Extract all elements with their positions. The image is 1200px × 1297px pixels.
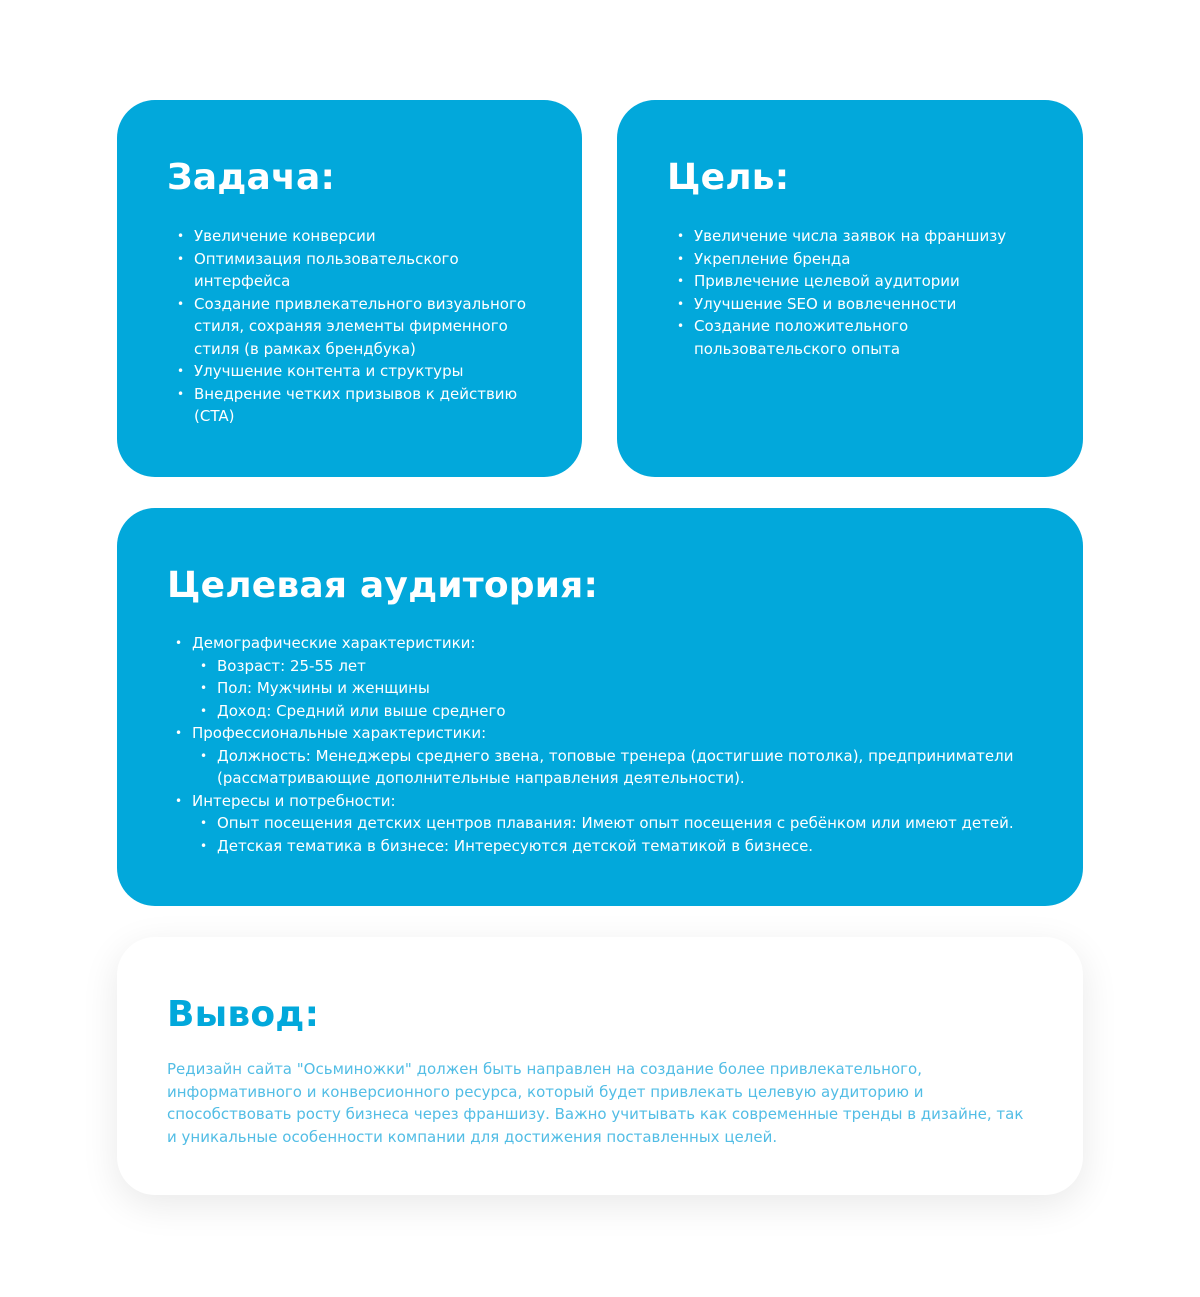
- goal-title: Цель:: [667, 157, 790, 198]
- list-item: • Увеличение числа заявок на франшизу: [677, 225, 1047, 248]
- group-label: Демографические характеристики:: [192, 634, 476, 652]
- audience-group-professional: [175, 722, 1045, 790]
- audience-group-demographics: [175, 632, 1045, 722]
- list-item: • Создание положительного пользовательского опыта: [677, 315, 1047, 360]
- list-item: • Улучшение SEO и вовлеченности: [677, 293, 1047, 316]
- list-item: • Возраст: 25-55 лет: [200, 655, 1045, 678]
- group-label: Профессиональные характеристики:: [192, 724, 487, 742]
- list-item: • Детская тематика в бизнесе: Интересуются детской тематикой в бизнесе.: [200, 835, 1045, 858]
- list-item: • Увеличение конверсии: [177, 225, 547, 248]
- list-item: • Оптимизация пользовательского интерфейса: [177, 248, 547, 293]
- task-list: [177, 225, 547, 428]
- list-item: • Привлечение целевой аудитории: [677, 270, 1047, 293]
- list-item: • Должность: Менеджеры среднего звена, топовые тренера (достигшие потолка), предприниматели (рассматривающие дополнительные направления деятельности).: [200, 745, 1045, 790]
- task-card: [117, 100, 582, 477]
- list-item: • Улучшение контента и структуры: [177, 360, 547, 383]
- audience-list: [175, 632, 1045, 857]
- sub-list: [192, 812, 1045, 857]
- goal-card: [617, 100, 1083, 477]
- conclusion-card: [117, 937, 1083, 1195]
- list-item: • Опыт посещения детских центров плавания: Имеют опыт посещения с ребёнком или имеют детей.: [200, 812, 1045, 835]
- list-item: • Доход: Средний или выше среднего: [200, 700, 1045, 723]
- sub-list: [192, 745, 1045, 790]
- list-item: • Внедрение четких призывов к действию (CTA): [177, 383, 547, 428]
- list-item: • Пол: Мужчины и женщины: [200, 677, 1045, 700]
- conclusion-title: Вывод:: [167, 994, 320, 1035]
- conclusion-text: Редизайн сайта "Осьминожки" должен быть направлен на создание более привлекательного, информативного и конверсионного ресурса, который будет привлекать целевую аудиторию и способствовать росту бизнеса через франшизу. Важно учитывать как современные тренды в дизайне, так и уникальные особенности компании для достижения поставленных целей.: [167, 1060, 1024, 1146]
- audience-title: Целевая аудитория:: [167, 565, 599, 606]
- group-label: Интересы и потребности:: [192, 791, 396, 810]
- sub-list: [192, 655, 1045, 723]
- list-item: • Укрепление бренда: [677, 248, 1047, 271]
- audience-group-interests: [175, 790, 1045, 858]
- audience-card: [117, 508, 1083, 906]
- task-title: Задача:: [167, 157, 336, 198]
- list-item: • Создание привлекательного визуального стиля, сохраняя элементы фирменного стиля (в рамках брендбука): [177, 293, 547, 361]
- goal-list: [677, 225, 1047, 360]
